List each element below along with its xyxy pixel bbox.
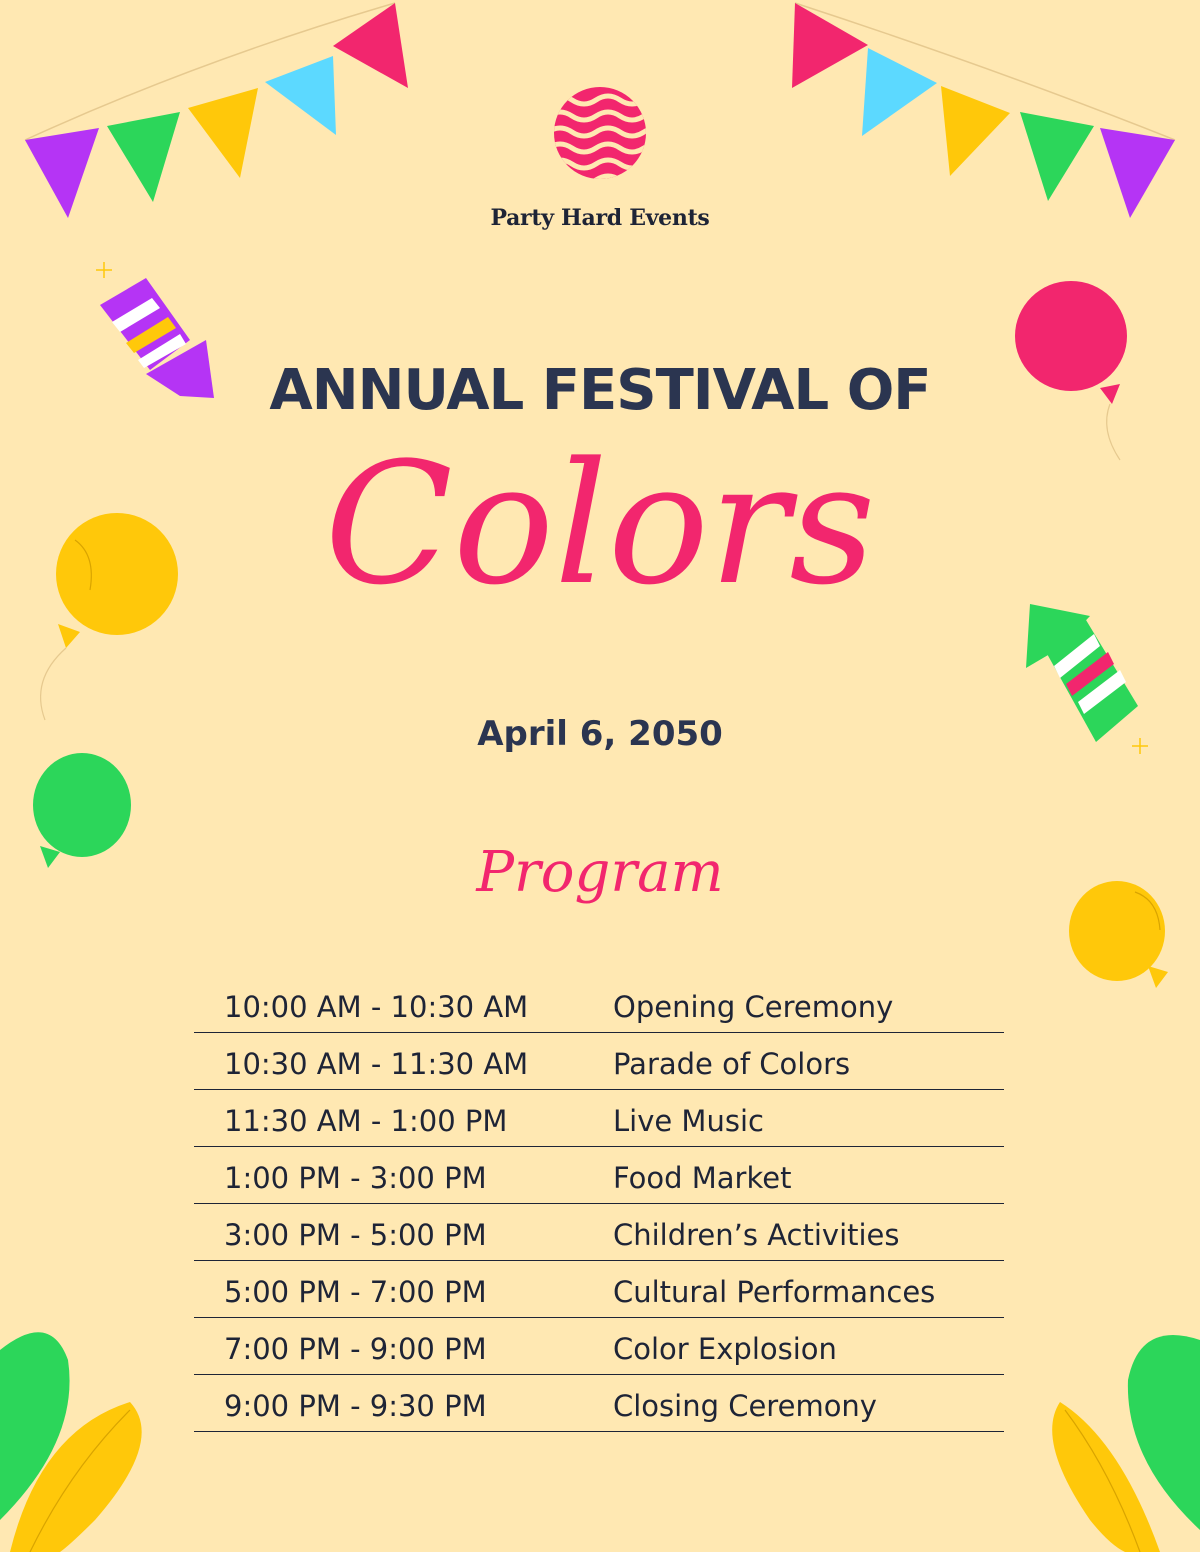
- schedule-row: [194, 1033, 1004, 1090]
- schedule-row: [194, 1261, 1004, 1318]
- schedule-row: [194, 1204, 1004, 1261]
- title-line: ANNUAL FESTIVAL OF: [269, 358, 931, 423]
- schedule-time: 10:00 AM - 10:30 AM: [224, 990, 529, 1024]
- schedule-row: [194, 1318, 1004, 1375]
- program-heading: Program: [476, 840, 724, 905]
- schedule-event: Food Market: [613, 1161, 792, 1195]
- schedule-row: [194, 1147, 1004, 1204]
- schedule-time: 1:00 PM - 3:00 PM: [224, 1161, 487, 1195]
- schedule-row: [194, 976, 1004, 1033]
- schedule-time: 9:00 PM - 9:30 PM: [224, 1389, 487, 1423]
- leaf-icon: [1052, 1335, 1200, 1552]
- schedule-row: [194, 1375, 1004, 1432]
- bunting-flags-icon: [25, 3, 408, 218]
- schedule-event: Color Explosion: [613, 1332, 837, 1366]
- schedule-time: 7:00 PM - 9:00 PM: [224, 1332, 487, 1366]
- schedule-event: Parade of Colors: [613, 1047, 851, 1081]
- schedule-event: Cultural Performances: [613, 1275, 936, 1309]
- wave-circle-logo-icon: [553, 86, 647, 180]
- event-date: April 6, 2050: [477, 714, 723, 754]
- schedule-event: Opening Ceremony: [613, 990, 894, 1024]
- schedule-time: 3:00 PM - 5:00 PM: [224, 1218, 487, 1252]
- schedule-time: 10:30 AM - 11:30 AM: [224, 1047, 529, 1081]
- leaf-icon: [0, 1332, 142, 1552]
- schedule-event: Closing Ceremony: [613, 1389, 877, 1423]
- schedule-event: Children’s Activities: [613, 1218, 900, 1252]
- bunting-flags-icon: [792, 3, 1175, 218]
- brand-name: Party Hard Events: [490, 205, 710, 231]
- schedule-time: 5:00 PM - 7:00 PM: [224, 1275, 487, 1309]
- schedule-row: [194, 1090, 1004, 1147]
- schedule-event: Live Music: [613, 1104, 764, 1138]
- schedule-time: 11:30 AM - 1:00 PM: [224, 1104, 508, 1138]
- script-title: Colors: [324, 426, 876, 622]
- program-schedule: [194, 976, 1004, 1432]
